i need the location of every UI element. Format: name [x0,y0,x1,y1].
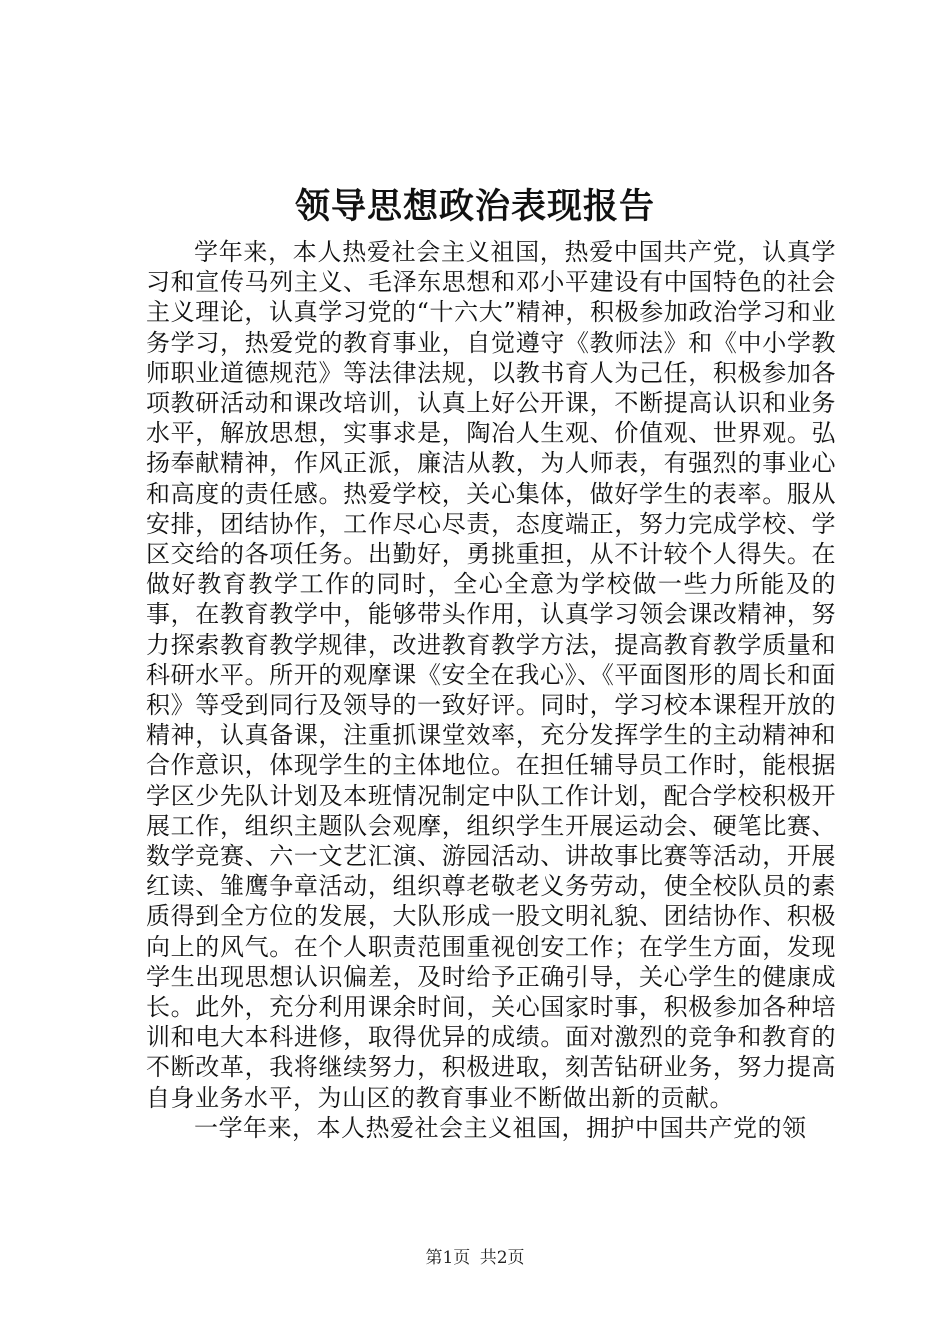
page-number-total: 共2页 [479,1248,525,1268]
paragraph-1: 学年来，本人热爱社会主义祖国，热爱中国共产党，认真学习和宣传马列主义、毛泽东思想和邓小平建设有中国特色的社会主义理论，认真学习党的“十六大”精神，积极参加政治学习和业务学习，热爱党的教育事业，自觉遵守《教师法》和《中小学教师职业道德规范》等法律法规，以教书育人为己任，积极参加各项教研活动和课改培训，认真上好公开课，不断提高认识和业务水平，解放思想，实事求是，陶冶人生观、价值观、世界观。弘扬奉献精神，作风正派，廉洁从教，为人师表，有强烈的事业心和高度的责任感。热爱学校，关心集体，做好学生的表率。服从安排，团结协作，工作尽心尽责，态度端正，努力完成学校、学区交给的各项任务。出勤好，勇挑重担，从不计较个人得失。在做好教育教学工作的同时，全心全意为学校做一些力所能及的事，在教育教学中，能够带头作用，认真学习领会课改精神，努力探索教育教学规律，改进教育教学方法，提高教育教学质量和科研水平。所开的观摩课《安全在我心》、《平面图形的周长和面积》等受到同行及领导的一致好评。同时，学习校本课程开放的精神，认真备课，注重抓课堂效率，充分发挥学生的主动精神和合作意识，体现学生的主体地位。在担任辅导员工作时，能根据学区少先队计划及本班情况制定中队工作计划，配合学校积极开展工作，组织主题队会观摩，组织学生开展运动会、硬笔比赛、数学竞赛、六一文艺汇演、游园活动、讲故事比赛等活动，开展红读、雏鹰争章活动，组织尊老敬老义务劳动，使全校队员的素质得到全方位的发展，大队形成一股文明礼貌、团结协作、积极向上的风气。在个人职责范围重视创安工作；在学生方面，发现学生出现思想认识偏差，及时给予正确引导，关心学生的健康成长。此外，充分利用课余时间，关心国家时事，积极参加各种培训和电大本科进修，取得优异的成绩。面对激烈的竞争和教育的不断改革，我将继续努力，积极进取，刻苦钻研业务，努力提高自身业务水平，为山区的教育事业不断做出新的贡献。 [146,238,836,1112]
document-title: 领导思想政治表现报告 [294,186,655,227]
paragraph-2: 一学年来，本人热爱社会主义祖国，拥护中国共产党的领 [194,1113,807,1142]
page-footer [0,1247,950,1269]
page-number-current: 第1页 [425,1248,471,1268]
document-body [146,237,836,1143]
